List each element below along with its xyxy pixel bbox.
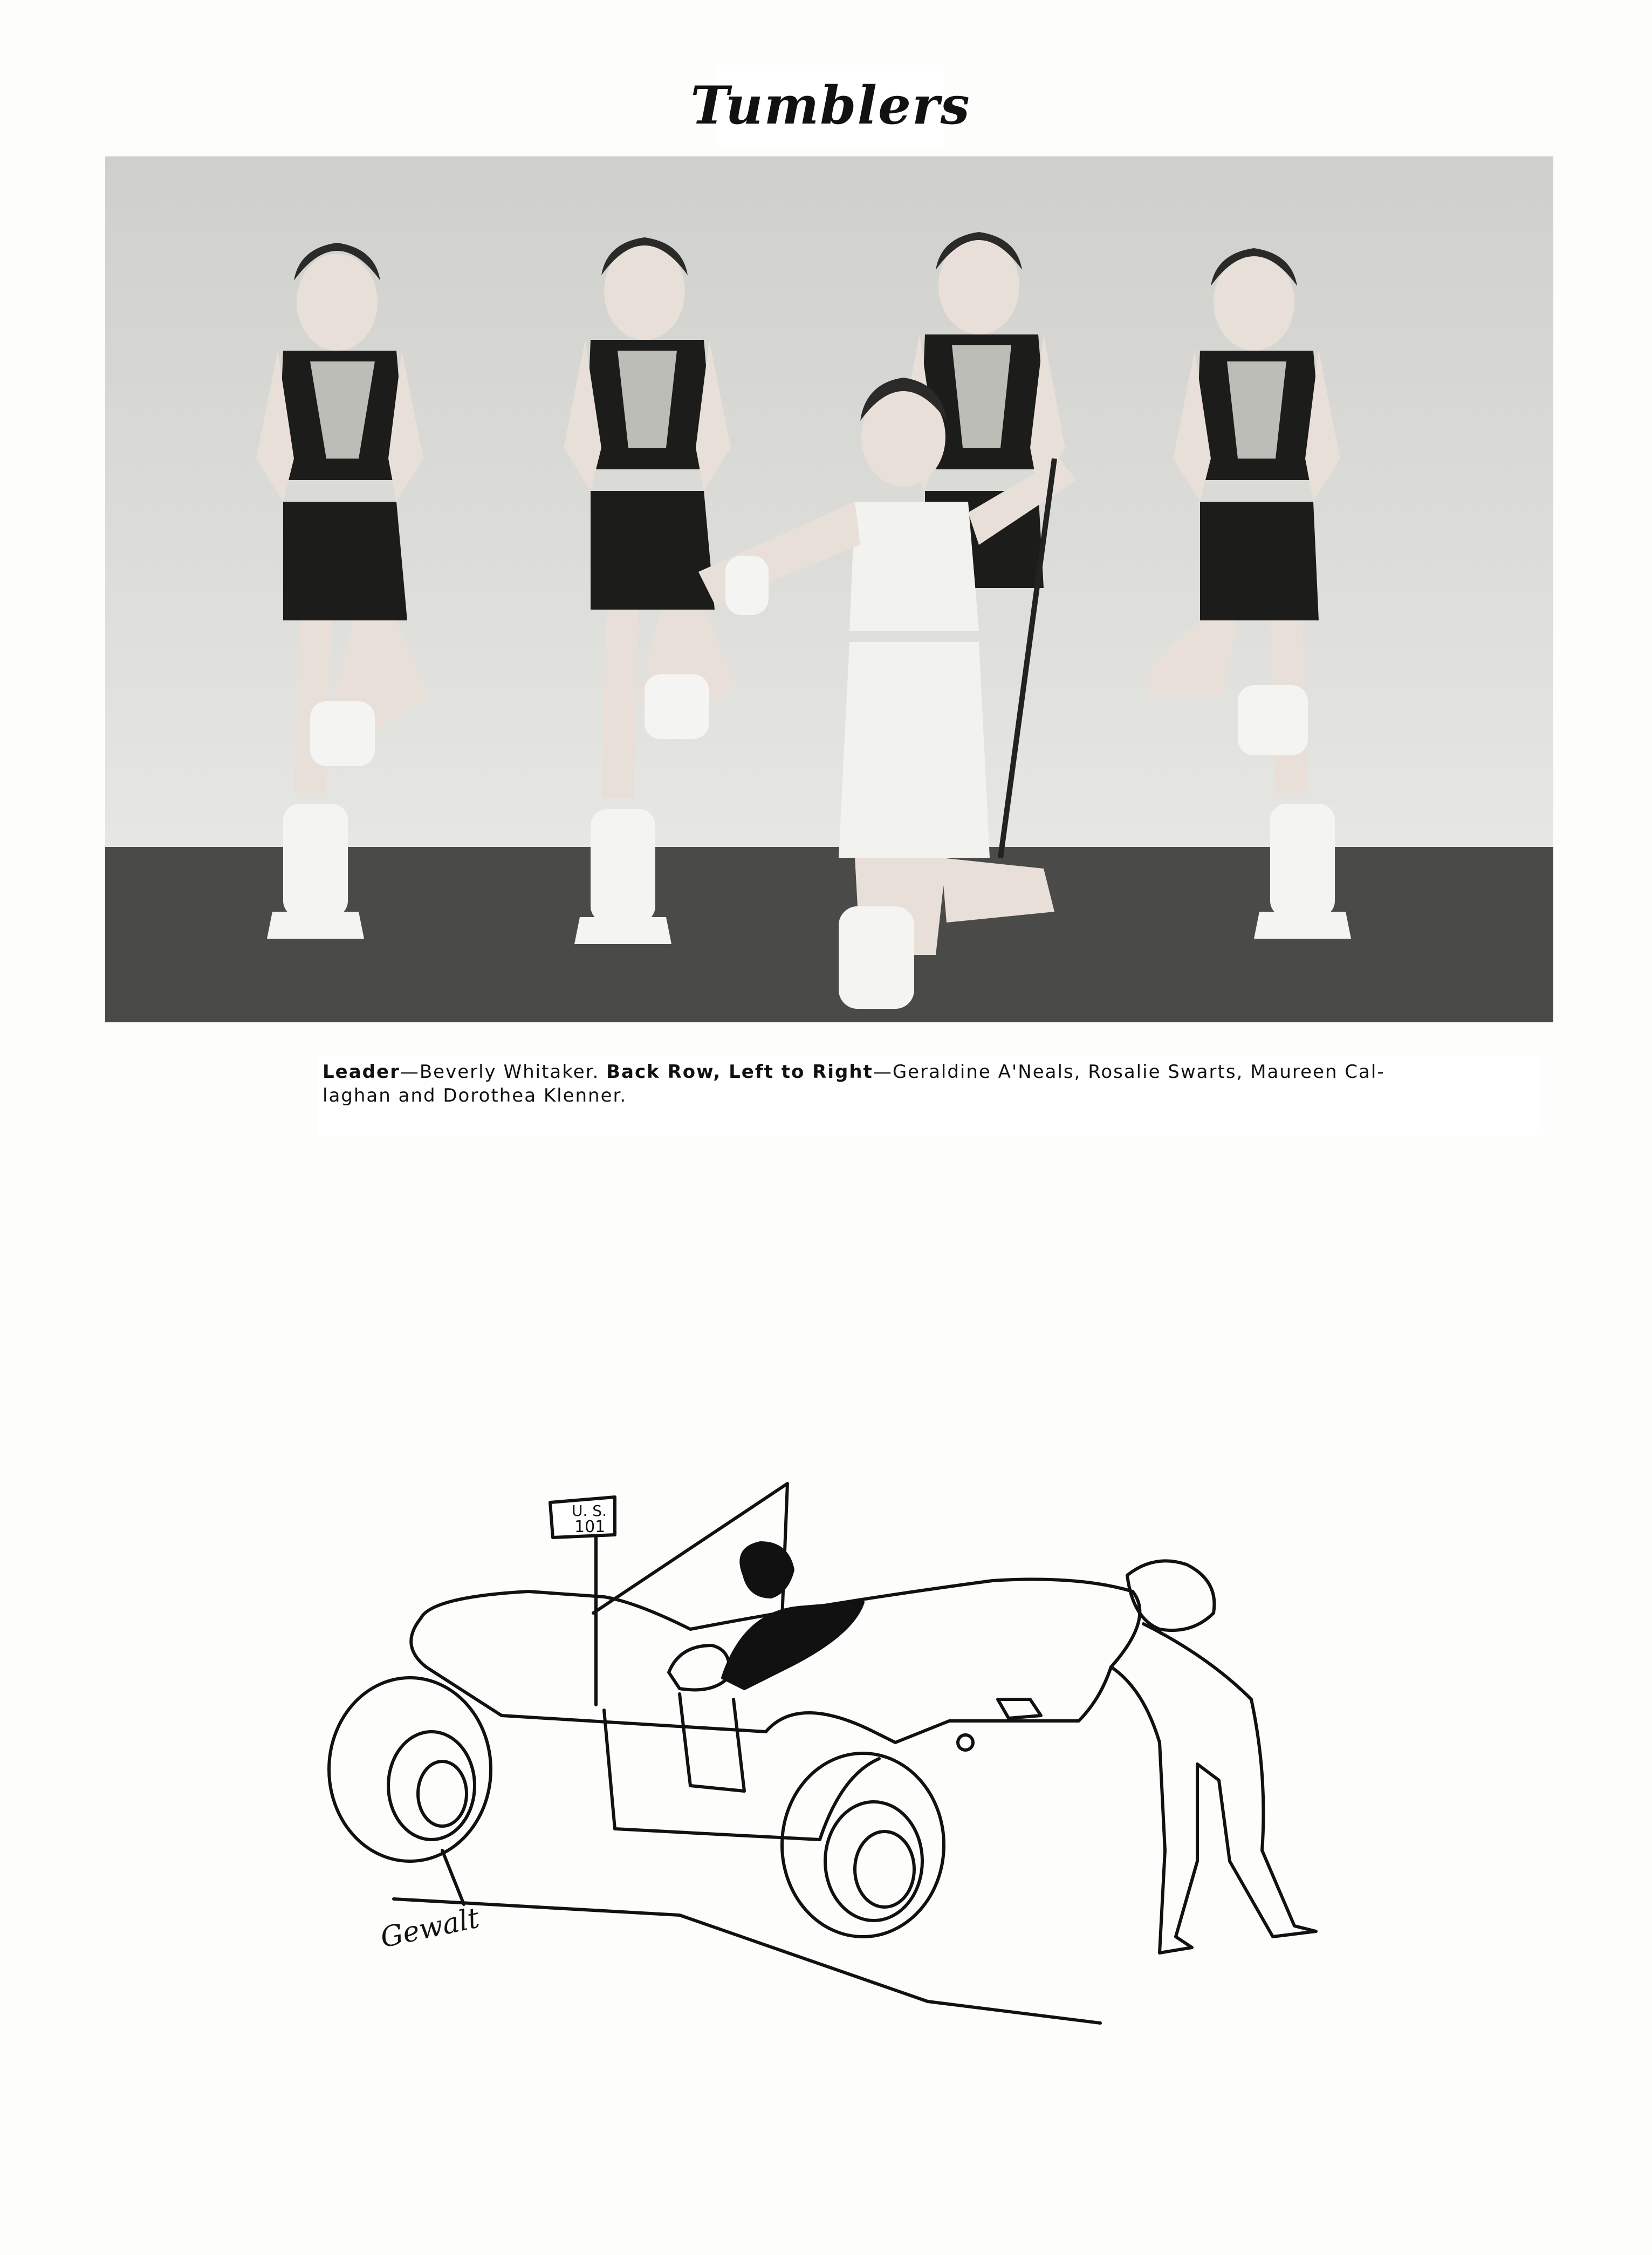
caption-line-1 xyxy=(323,1060,1538,1084)
caption-leader-label: Leader xyxy=(323,1061,400,1083)
rear-hub-inner xyxy=(855,1832,914,1907)
hotrod-cartoon xyxy=(302,1440,1462,2045)
route-sign-line-1: U. S. xyxy=(572,1502,607,1520)
cartoon-drawing xyxy=(302,1440,1462,2045)
group-photo xyxy=(105,156,1553,1022)
car-door xyxy=(680,1694,744,1791)
steering-wheel xyxy=(669,1645,729,1690)
caption-leader-name: —Beverly Whitaker. xyxy=(400,1061,600,1083)
caption-back-row-names: —Geraldine A'Neals, Rosalie Swarts, Maureen Cal- xyxy=(873,1061,1385,1083)
exhaust-pipe xyxy=(958,1735,973,1750)
tail-light xyxy=(998,1699,1041,1718)
photo-caption xyxy=(318,1055,1543,1136)
front-hub-inner xyxy=(418,1761,467,1826)
road-line xyxy=(442,1850,464,1904)
artist-signature: Gewalt xyxy=(378,1902,483,1955)
caption-line-2: laghan and Dorothea Klenner. xyxy=(323,1085,627,1106)
road-edge xyxy=(394,1899,1100,2023)
driver-head xyxy=(741,1543,793,1597)
pusher-body xyxy=(1111,1624,1316,1953)
caption-back-row-label: Back Row, Left to Right xyxy=(606,1061,873,1083)
driver-shirt xyxy=(723,1602,863,1689)
page-title: Tumblers xyxy=(717,65,944,146)
photo-illustration xyxy=(105,156,1553,1022)
route-sign-line-2: 101 xyxy=(574,1518,606,1536)
rear-hub xyxy=(825,1802,922,1921)
